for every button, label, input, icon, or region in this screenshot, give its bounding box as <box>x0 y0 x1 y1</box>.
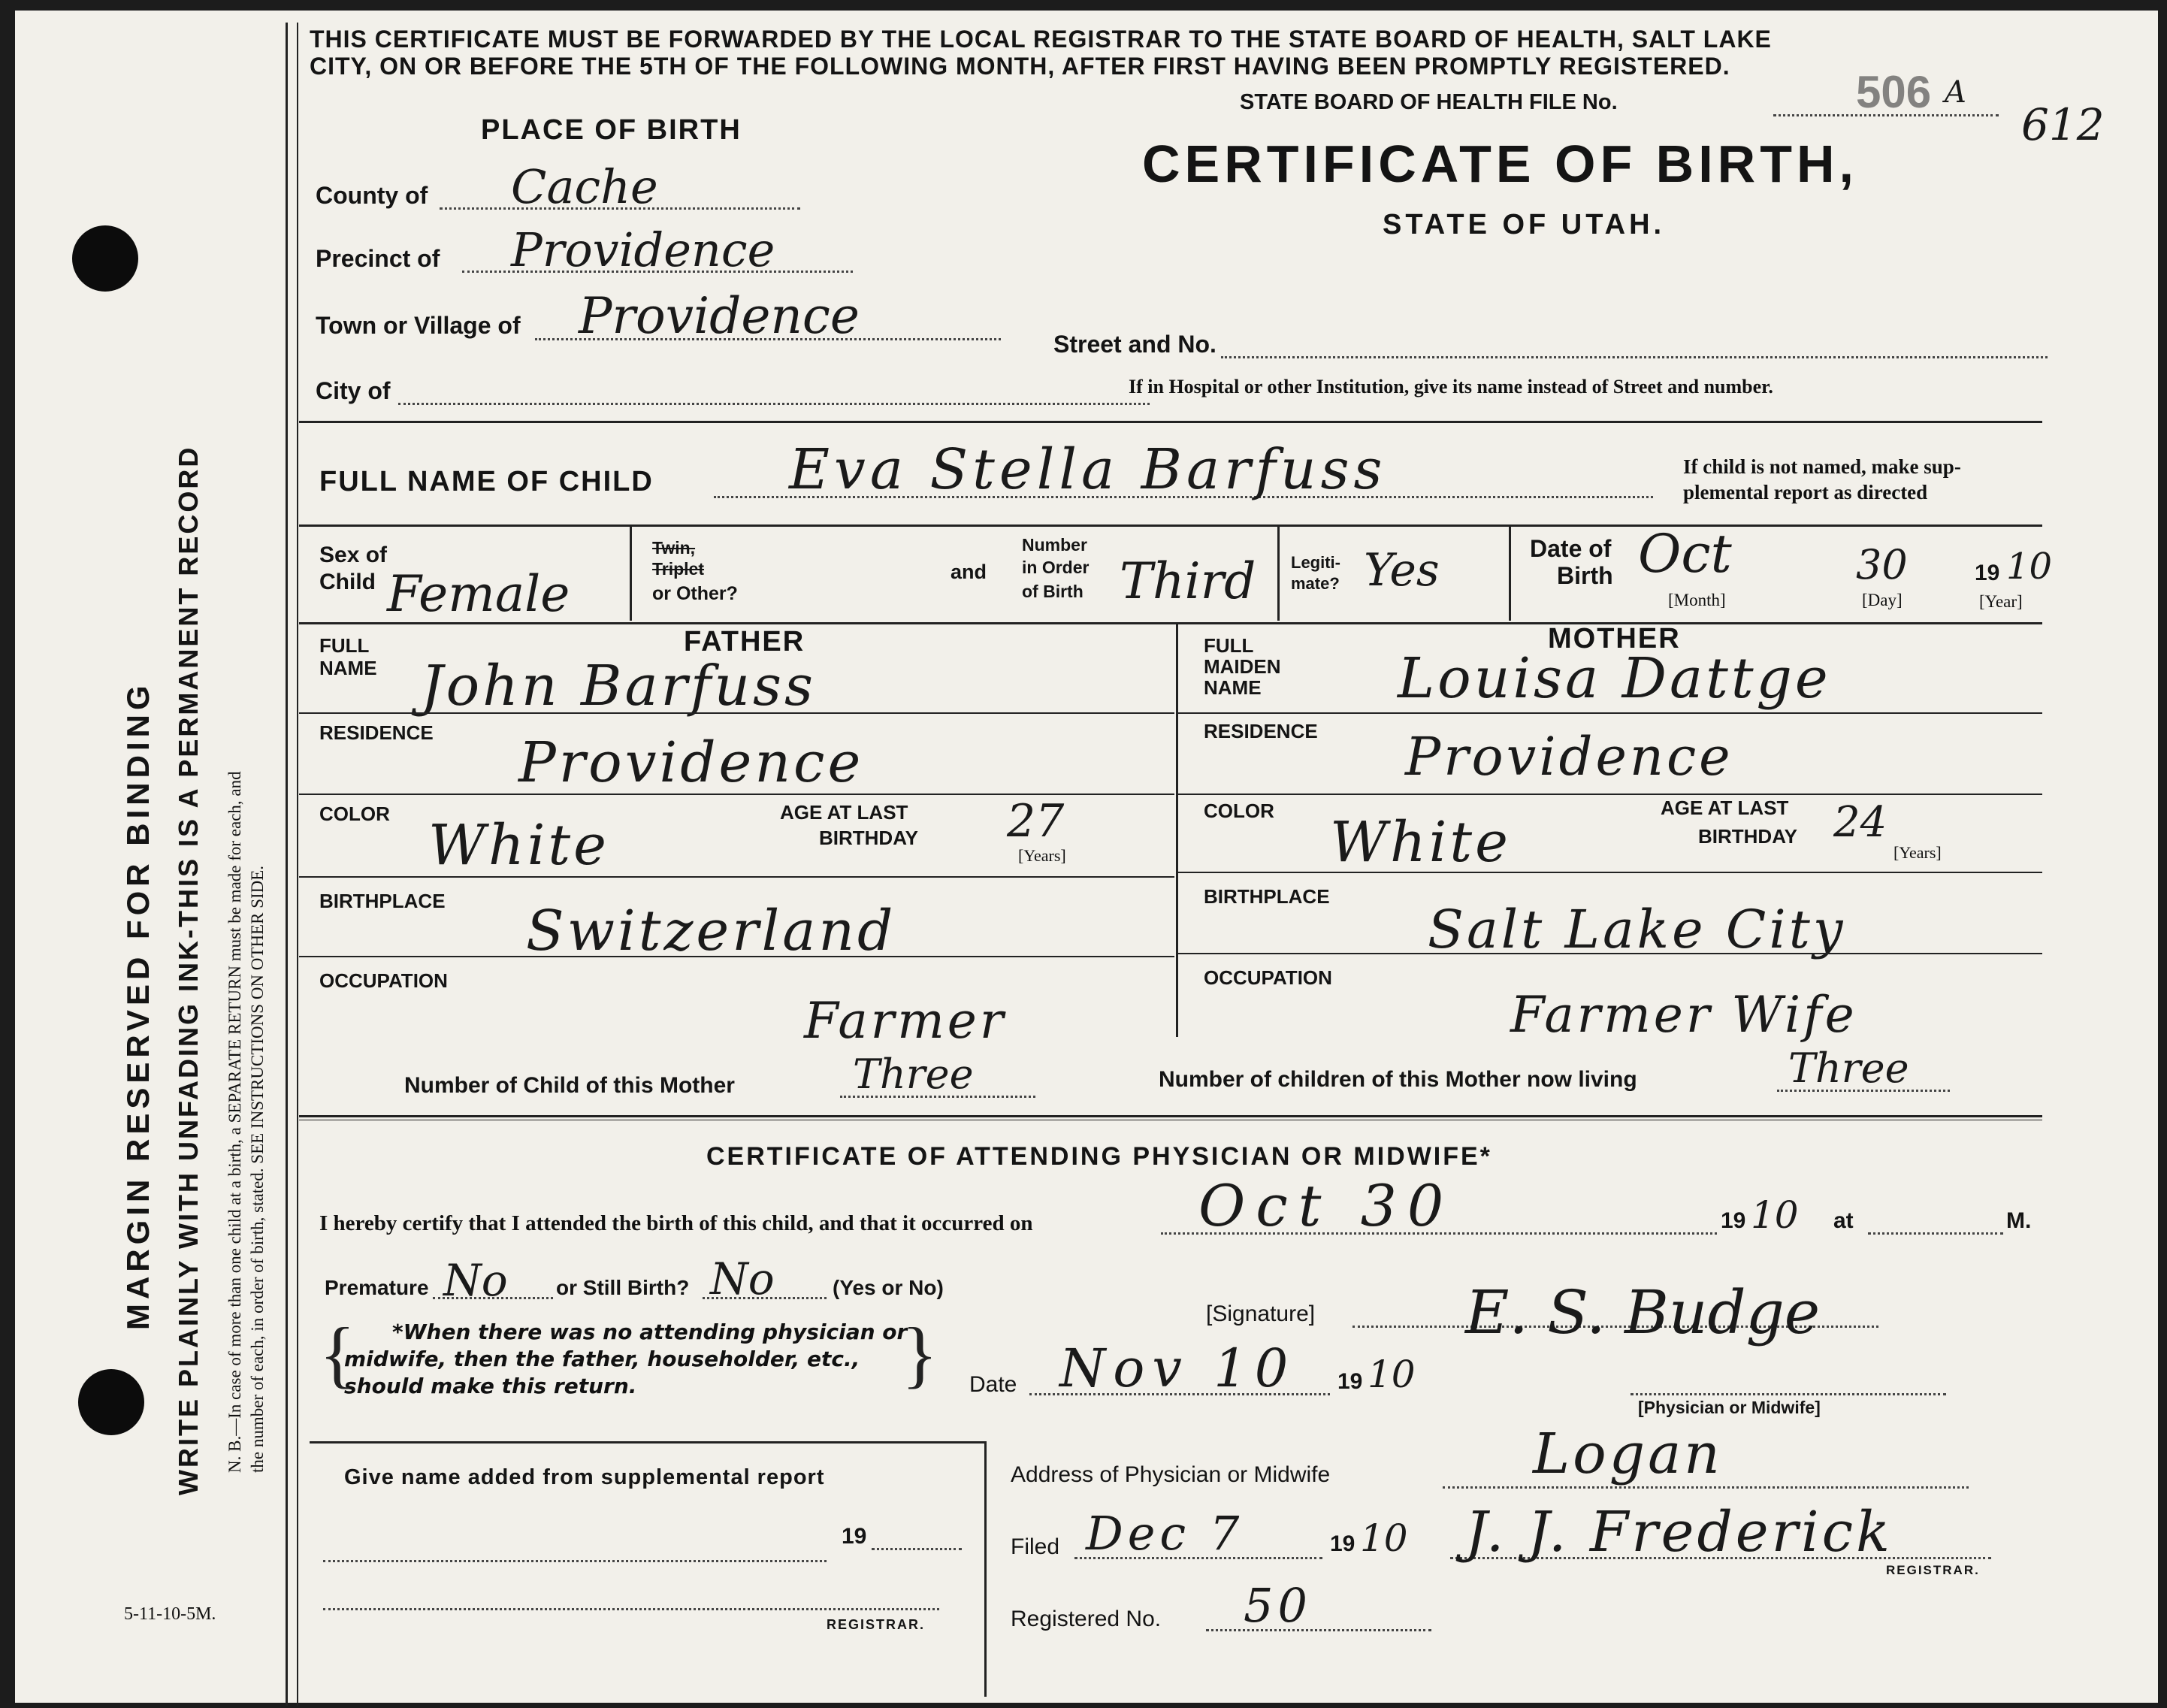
physician-heading: CERTIFICATE OF ATTENDING PHYSICIAN OR MIDWIFE* <box>706 1142 1492 1171</box>
rule-above-physician <box>299 1115 2042 1117</box>
dob-month: Oct <box>1638 523 1732 585</box>
living-value: Three <box>1788 1044 1909 1092</box>
legit-value: Yes <box>1364 544 1440 597</box>
street-line <box>1221 356 2048 358</box>
city-label: City of <box>316 377 391 404</box>
margin-binding-text: MARGIN RESERVED FOR BINDING <box>120 681 156 1330</box>
sex-value: Female <box>387 565 570 623</box>
mother-occupation-value: Farmer Wife <box>1510 986 1857 1044</box>
city-line <box>398 403 1150 405</box>
legit-divider <box>1277 526 1280 621</box>
left-border-line <box>286 23 288 1706</box>
registrar-label: REGISTRAR. <box>1886 1563 1980 1577</box>
yes-no-label: (Yes or No) <box>833 1276 944 1299</box>
mother-color-label: COLOR <box>1204 800 1274 822</box>
occurred-date: Oct 30 <box>1198 1172 1455 1239</box>
registered-line <box>1206 1629 1431 1631</box>
legit-label-2: mate? <box>1291 574 1340 593</box>
child-number-label: Number of Child of this Mother <box>404 1073 735 1098</box>
mother-age-label-1: AGE AT LAST <box>1661 797 1789 819</box>
header-notice-line-1: THIS CERTIFICATE MUST BE FORWARDED BY THE LOCAL REGISTRAR TO THE STATE BOARD OF HEALTH, SALT LAKE <box>310 26 1772 53</box>
father-occupation-value: Farmer <box>804 992 1007 1050</box>
date-value: Nov 10 <box>1059 1338 1296 1399</box>
town-label: Town or Village of <box>316 312 521 339</box>
father-name-label-1: FULL <box>319 634 370 657</box>
father-birthplace-value: Switzerland <box>526 899 896 963</box>
still-value: No <box>710 1253 775 1304</box>
child-number-value: Three <box>853 1050 974 1098</box>
supplemental-year-prefix: 19 <box>842 1524 867 1549</box>
father-birthplace-rule <box>299 956 1174 957</box>
legit-label-1: Legiti- <box>1291 553 1340 572</box>
twin-label-2: Triplet <box>652 559 705 579</box>
supplemental-label: Give name added from supplemental report <box>344 1465 825 1489</box>
physician-title-label: [Physician or Midwife] <box>1638 1398 1821 1417</box>
physician-note-line-2: midwife, then the father, householder, etc., <box>344 1347 860 1371</box>
registered-label: Registered No. <box>1011 1607 1162 1631</box>
mother-name-label-1: FULL <box>1204 634 1254 657</box>
at-line <box>1868 1232 2003 1235</box>
father-color-value: White <box>428 813 609 878</box>
still-label: or Still Birth? <box>556 1276 690 1299</box>
signature-label: [Signature] <box>1206 1301 1316 1326</box>
order-value: Third <box>1120 552 1256 610</box>
dob-year: 10 <box>2006 546 2053 588</box>
father-age-label-2: BIRTHDAY <box>819 827 918 849</box>
supplemental-year-line <box>872 1548 962 1550</box>
child-name-label: FULL NAME OF CHILD <box>319 466 654 497</box>
child-name-value: Eva Stella Barfuss <box>789 437 1387 502</box>
mother-name-label-3: NAME <box>1204 676 1262 699</box>
occurred-year: 10 <box>1751 1193 1799 1237</box>
twin-label-1: Twin, <box>652 538 696 558</box>
certify-text: I hereby certify that I attended the birth of this child, and that it occurred on <box>319 1211 1033 1235</box>
place-of-birth-heading: PLACE OF BIRTH <box>481 114 742 146</box>
filed-year-prefix: 19 <box>1330 1531 1356 1556</box>
address-label: Address of Physician or Midwife <box>1011 1462 1331 1487</box>
rule-above-sex <box>299 524 2042 527</box>
signature-value: E. S. Budge <box>1465 1277 1821 1347</box>
father-birthplace-label: BIRTHPLACE <box>319 890 446 912</box>
county-value: Cache <box>511 159 658 214</box>
m-label: M. <box>2006 1208 2032 1233</box>
left-border-line-inner <box>297 23 298 1706</box>
date-year-prefix: 19 <box>1337 1369 1363 1394</box>
file-no-handwritten: 612 <box>2021 99 2105 150</box>
supplemental-registrar-line <box>323 1608 939 1610</box>
mother-color-value: White <box>1330 810 1511 875</box>
note-right-brace: } <box>902 1312 938 1395</box>
mother-name-value: Louisa Dattge <box>1398 646 1831 711</box>
mother-age-label-2: BIRTHDAY <box>1698 825 1797 848</box>
address-line <box>1443 1486 1969 1489</box>
parents-divider <box>1176 624 1178 1037</box>
file-no-label: STATE BOARD OF HEALTH FILE No. <box>1240 90 1618 114</box>
state-title: STATE OF UTAH. <box>1383 209 1666 240</box>
living-label: Number of children of this Mother now living <box>1159 1067 1637 1092</box>
filed-date: Dec 7 <box>1086 1506 1244 1561</box>
father-color-rule <box>299 876 1174 878</box>
premature-label: Premature <box>325 1276 429 1299</box>
town-value: Providence <box>579 287 860 345</box>
mother-residence-rule <box>1178 794 2042 795</box>
unnamed-note-line-1: If child is not named, make sup- <box>1683 455 1961 478</box>
supplemental-box-top <box>310 1441 986 1443</box>
father-residence-label: RESIDENCE <box>319 721 434 744</box>
mother-birthplace-value: Salt Lake City <box>1428 899 1846 960</box>
mother-birthplace-label: BIRTHPLACE <box>1204 885 1330 908</box>
at-label: at <box>1833 1208 1854 1233</box>
physician-note-line-1: *When there was no attending physician or <box>392 1320 908 1344</box>
hospital-note: If in Hospital or other Institution, give its name instead of Street and number. <box>1129 376 1773 398</box>
address-value: Logan <box>1533 1422 1723 1486</box>
mother-residence-value: Providence <box>1405 726 1733 787</box>
date-year: 10 <box>1368 1353 1416 1396</box>
occurred-year-prefix: 19 <box>1721 1208 1746 1233</box>
premature-value: No <box>443 1255 508 1306</box>
certificate-title: CERTIFICATE OF BIRTH, <box>1142 135 1858 193</box>
father-name-label-2: NAME <box>319 657 377 679</box>
filed-label: Filed <box>1011 1534 1060 1559</box>
date-label: Date <box>969 1372 1017 1397</box>
supplemental-box-right <box>984 1441 987 1697</box>
margin-ink-text: WRITE PLAINLY WITH UNFADING INK-THIS IS A PERMANENT RECORD <box>173 445 204 1495</box>
twin-label-3: or Other? <box>652 583 738 604</box>
father-occupation-label: OCCUPATION <box>319 969 448 992</box>
note-left-brace: { <box>319 1312 355 1395</box>
father-age-value: 27 <box>1007 795 1065 848</box>
dob-label-2: Birth <box>1557 562 1613 589</box>
dob-year-label: [Year] <box>1979 592 2023 611</box>
supplemental-name-line <box>323 1560 827 1562</box>
mother-name-label-2: MAIDEN <box>1204 655 1281 678</box>
mother-color-rule <box>1178 872 2042 873</box>
binder-hole-bottom <box>78 1369 144 1435</box>
dob-day: 30 <box>1856 541 1908 588</box>
dob-month-label: [Month] <box>1668 591 1726 609</box>
rule-above-name <box>299 421 2042 423</box>
father-color-label: COLOR <box>319 803 390 825</box>
dob-year-prefix: 19 <box>1975 561 2000 585</box>
father-residence-value: Providence <box>518 730 864 795</box>
registered-no: 50 <box>1244 1578 1312 1633</box>
mother-occupation-label: OCCUPATION <box>1204 966 1332 989</box>
physician-note-line-3: should make this return. <box>344 1374 637 1398</box>
street-label: Street and No. <box>1053 331 1216 358</box>
rule-above-parents <box>299 622 2042 624</box>
margin-nb-line-1: N. B.—In case of more than one child at a birth, a SEPARATE RETURN must be made for each, and <box>225 771 244 1473</box>
father-name-rule <box>299 712 1174 714</box>
file-no-stamp: 506 <box>1856 67 1932 117</box>
mother-name-rule <box>1178 712 2042 714</box>
form-code: 5-11-10-5M. <box>124 1604 216 1624</box>
father-age-label-1: AGE AT LAST <box>780 801 908 824</box>
dob-day-label: [Day] <box>1862 591 1903 609</box>
father-heading: FATHER <box>684 626 805 658</box>
and-label: and <box>951 561 987 583</box>
unnamed-note-line-2: plemental report as directed <box>1683 481 1928 503</box>
filed-year: 10 <box>1360 1516 1408 1560</box>
mother-birthplace-rule <box>1178 953 2042 954</box>
sex-label-1: Sex of <box>319 543 388 567</box>
mother-years-label: [Years] <box>1893 843 1942 862</box>
county-label: County of <box>316 182 428 209</box>
father-years-label: [Years] <box>1018 846 1066 865</box>
title-line <box>1631 1393 1946 1395</box>
sex-label-2: Child <box>319 570 376 594</box>
registrar-signature: J. J. Frederick <box>1465 1500 1893 1564</box>
precinct-value: Providence <box>511 222 775 277</box>
header-notice-line-2: CITY, ON OR BEFORE THE 5TH OF THE FOLLOWING MONTH, AFTER FIRST HAVING BEEN PROMPTLY REGISTERED. <box>310 53 1730 80</box>
sex-divider <box>630 526 632 621</box>
mother-residence-label: RESIDENCE <box>1204 720 1318 742</box>
order-label-2: in Order <box>1022 558 1090 577</box>
order-label-3: of Birth <box>1022 582 1084 601</box>
dob-divider <box>1509 526 1511 621</box>
father-name-value: John Barfuss <box>421 654 816 718</box>
supplemental-registrar-label: REGISTRAR. <box>827 1617 926 1632</box>
binder-hole-top <box>72 225 138 292</box>
order-label-1: Number <box>1022 535 1087 555</box>
mother-age-value: 24 <box>1833 798 1887 847</box>
dob-label-1: Date of <box>1530 535 1612 562</box>
mother-heading: MOTHER <box>1548 623 1681 654</box>
precinct-label: Precinct of <box>316 245 440 272</box>
margin-nb-line-2: the number of each, in order of birth, stated. SEE INSTRUCTIONS ON OTHER SIDE. <box>248 865 267 1473</box>
file-no-suffix: A <box>1945 75 1966 110</box>
